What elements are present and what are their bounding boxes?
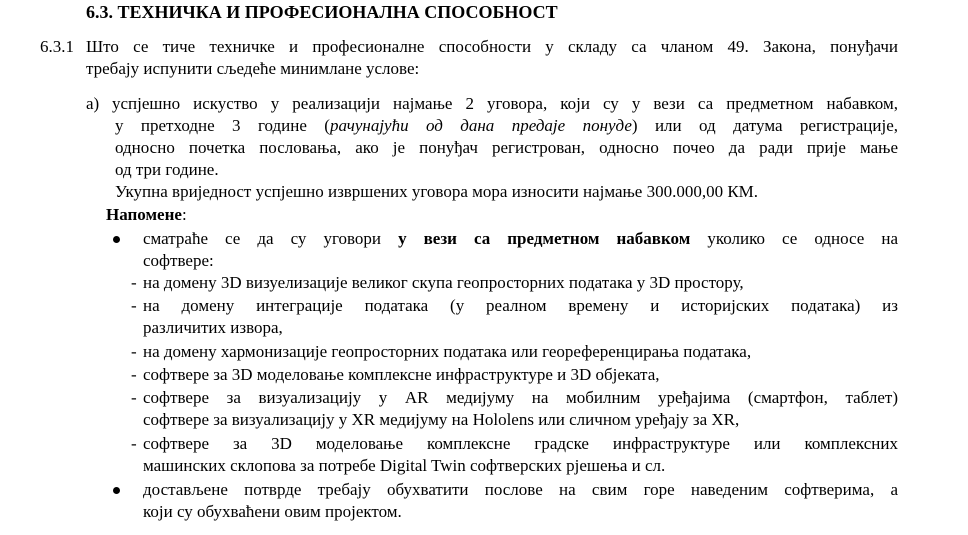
dash-5-line-2: софтвере за визуализацију у XR медијуму на Hololens или сличном уређају за XR, bbox=[143, 410, 740, 429]
dash-3-line-1: на домену хармонизације геопросторних података или геореференцирања података, bbox=[143, 342, 752, 361]
notes-heading bbox=[106, 205, 187, 225]
item-a-line-2-end: ) или од датума регистрације, bbox=[631, 116, 898, 135]
bullet-2-marker bbox=[113, 487, 120, 494]
bullet-1-end: уколико се односе на bbox=[690, 229, 898, 248]
item-a-line-4: од три године. bbox=[115, 160, 219, 179]
clause-text-line-2: требају испунити сљедеће минимлане услове: bbox=[86, 59, 420, 78]
bullet-1-start: сматраће се да су уговори bbox=[143, 229, 399, 248]
dash-6-line-1: софтвере за 3D моделовање комплексне градске инфраструктуре или комплексних bbox=[143, 434, 898, 453]
dash-4-line-1: софтвере за 3D моделовање комплексне инфраструктуре и 3D објеката, bbox=[143, 365, 660, 384]
section-heading: 6.3. ТЕХНИЧКА И ПРОФЕСИОНАЛНА СПОСОБНОСТ bbox=[86, 2, 558, 22]
clause-text-line-1: Што се тиче техничке и професионалне способности у складу са чланом 49. Закона, понуђачи bbox=[86, 37, 898, 56]
dash-1-line-1: на домену 3D визуелизације великог скупа геопросторних података у 3D простору, bbox=[143, 273, 744, 292]
notes-colon: : bbox=[181, 205, 187, 224]
notes-label: Напомене bbox=[106, 205, 182, 224]
dash-6-marker: - bbox=[131, 434, 137, 453]
dash-5-line-1: софтвере за визуализацију у AR медијуму на мобилним уређајима (смартфон, таблет) bbox=[143, 388, 898, 407]
dash-2-marker: - bbox=[131, 296, 137, 315]
item-a-line-1: успјешно искуство у реализацији најмање 2 уговора, који су у вези са предметном набавком, bbox=[112, 94, 898, 113]
dash-3-marker: - bbox=[131, 342, 137, 361]
dash-6-line-2: машинских склопова за потребе Digital Twin софтверских рјешења и сл. bbox=[143, 456, 666, 475]
item-a-line-3: односно почетка пословања, ако је понуђач регистрован, односно почео да ради прије мање bbox=[115, 138, 898, 157]
item-a-line-2 bbox=[115, 116, 898, 136]
item-a-total-value: Укупна вриједност успјешно извршених уговора мора износити најмање 300.000,00 КМ. bbox=[115, 182, 759, 201]
item-a-line-2-start: у претходне 3 године ( bbox=[115, 116, 330, 135]
dash-2-line-2: различитих извора, bbox=[143, 318, 283, 337]
item-a-marker: а) bbox=[86, 94, 100, 113]
dash-1-marker: - bbox=[131, 273, 137, 292]
item-a-italic-phrase: рачунајући од дана предаје понуде bbox=[329, 116, 632, 135]
bullet-1-marker bbox=[113, 236, 120, 243]
clause-number: 6.3.1 bbox=[40, 37, 74, 56]
bullet-1-bold-phrase: у вези са предметном набавком bbox=[398, 229, 691, 248]
bullet-2-line-2: који су обухваћени овим пројектом. bbox=[143, 502, 402, 521]
dash-2-line-1: на домену интеграције података (у реалном времену и историјских података) из bbox=[143, 296, 898, 315]
dash-4-marker: - bbox=[131, 365, 137, 384]
dash-5-marker: - bbox=[131, 388, 137, 407]
bullet-2-line-1: достављене потврде требају обухватити послове на свим горе наведеним софтверима, а bbox=[143, 480, 898, 499]
bullet-1-line-1 bbox=[143, 229, 898, 249]
bullet-1-line-2: софтвере: bbox=[143, 251, 214, 270]
